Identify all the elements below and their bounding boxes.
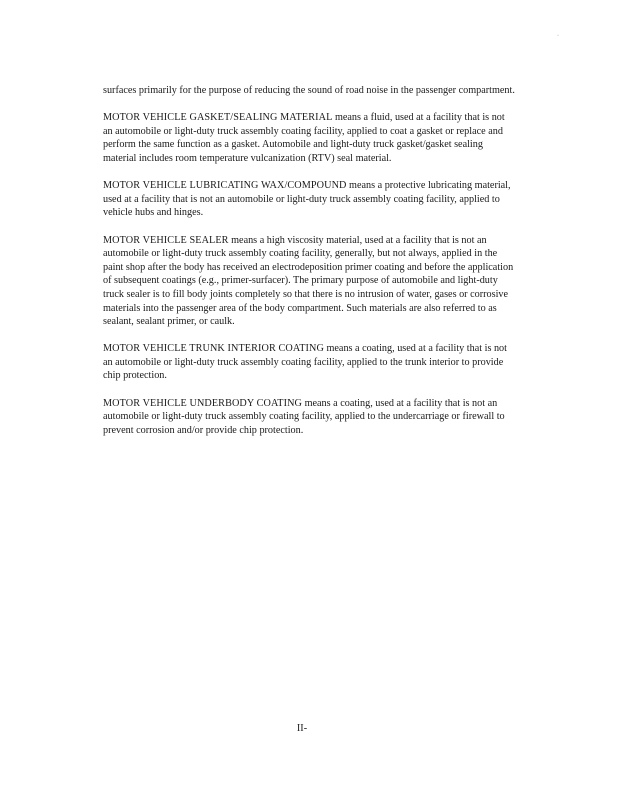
page-number: II- <box>296 723 308 734</box>
definition-text: means a coating, used at a facility that is not an automobile or light-duty truck assembly coating facility, applied to the trunk interior to provide chip protection. <box>103 343 507 382</box>
definition-term: MOTOR VEHICLE LUBRICATING WAX/COMPOUND <box>103 180 347 192</box>
definition-term: MOTOR VEHICLE GASKET/SEALING MATERIAL <box>103 112 333 124</box>
document-body <box>103 84 515 451</box>
paragraph-continuation <box>103 84 515 98</box>
definition-trunk-interior-coating <box>103 342 515 383</box>
definition-underbody-coating <box>103 397 515 438</box>
definition-text: means a fluid, used at a facility that is not an automobile or light-duty truck assembly coating facility, applied to coat a gasket or replace and perform the same function as a gasket. Automobile and light-duty truck gasket/gasket sealing material includes room temperature vulcanization (RTV) seal material. <box>103 112 505 164</box>
definition-text: means a coating, used at a facility that is not an automobile or light-duty truck assembly coating facility, applied to the undercarriage or firewall to prevent corrosion and/or provide chip protection. <box>103 397 505 436</box>
definition-sealer <box>103 234 515 329</box>
page-footer <box>0 723 618 734</box>
definition-lubricating-wax <box>103 179 515 220</box>
definition-text: means a high viscosity material, used at a facility that is not an automobile or light-duty truck assembly coating facility, generally, but not always, applied in the paint shop after the body has received an electrodeposition primer coating and before the application of subsequent coatings (e.g., primer-surfacer). The primary purpose of automobile and light-duty truck sealer is to fill body joints completely so that there is no intrusion of water, gases or corrosive materials into the passenger area of the body compartment. Such materials are also referred to as sealant, sealant primer, or caulk. <box>103 234 514 328</box>
definition-term: MOTOR VEHICLE UNDERBODY COATING <box>103 397 303 409</box>
definition-term: MOTOR VEHICLE SEALER <box>103 234 229 246</box>
definition-text: means a protective lubricating material, used at a facility that is not an automobile or light-duty truck assembly coating facility, applied to vehicle hubs and hinges. <box>103 180 511 219</box>
definition-term: MOTOR VEHICLE TRUNK INTERIOR COATING <box>103 343 324 355</box>
corner-mark: · <box>557 33 559 39</box>
definition-gasket-sealing-material <box>103 111 515 165</box>
paragraph-text: surfaces primarily for the purpose of reducing the sound of road noise in the passenger compartment. <box>103 85 515 96</box>
